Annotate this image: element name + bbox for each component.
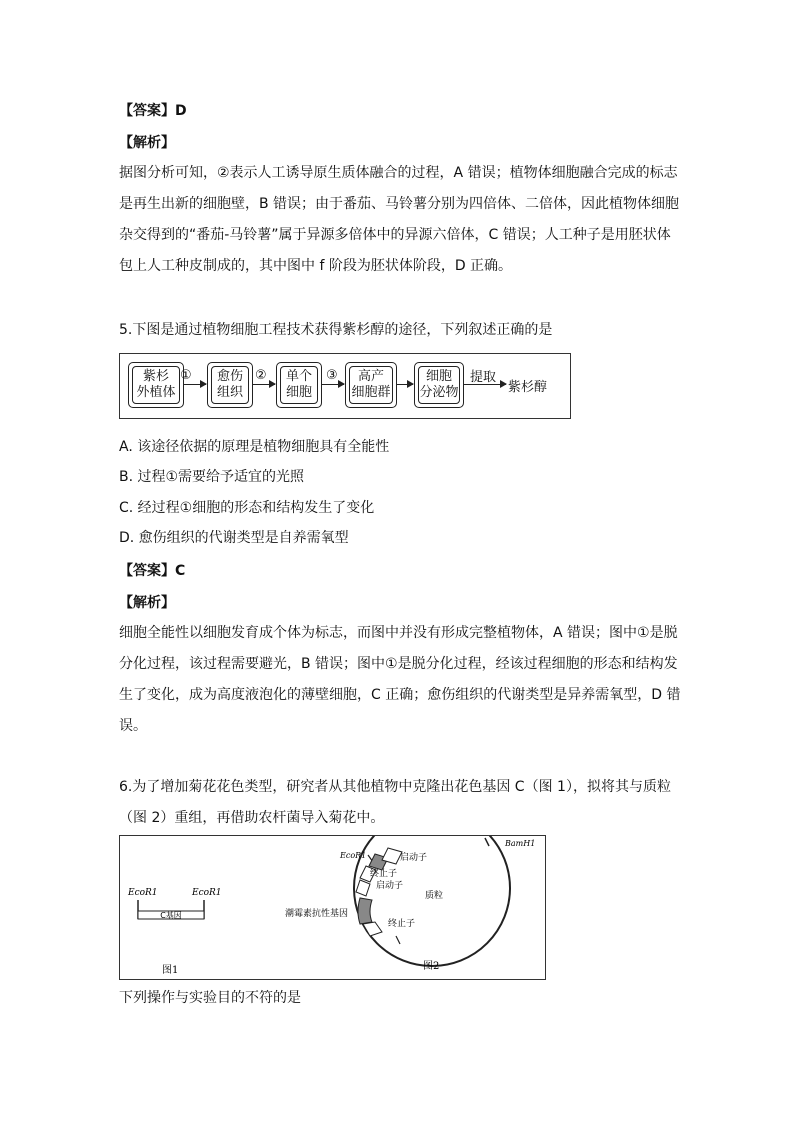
flow-box-text: 细胞: [425, 369, 452, 384]
q5-answer: 【答案】C: [119, 563, 186, 579]
taxol-pathway-diagram: [119, 353, 571, 419]
flow-box-text: 组织: [216, 385, 243, 400]
flow-step-1: ①: [180, 368, 192, 383]
analysis-line: 杂交得到的“番茄-马铃薯”属于异源多倍体中的异源六倍体，C 错误；人工种子是用胚状体: [119, 227, 671, 243]
q5-stem: 5.下图是通过植物细胞工程技术获得紫杉醇的途径，下列叙述正确的是: [119, 322, 553, 338]
q5-analysis-heading: 【解析】: [119, 595, 175, 611]
analysis-line: 包上人工种皮制成的，其中图中 f 阶段为胚状体阶段，D 正确。: [119, 258, 513, 274]
flow-step-3: ③: [326, 368, 338, 383]
plasmid-diagram: [120, 836, 547, 981]
plasmid-figure: [119, 835, 546, 980]
q5-option-a: A. 该途径依据的原理是植物细胞具有全能性: [119, 439, 390, 455]
flow-box-text: 细胞群: [351, 385, 391, 400]
flow-arrow: [184, 384, 206, 385]
flow-extract-label: 提取: [470, 370, 497, 385]
q5-analysis: [119, 618, 681, 742]
fig1-caption: 图1: [162, 965, 179, 976]
resistance-gene-block: [358, 898, 372, 924]
flow-arrow: [322, 384, 344, 385]
q4-analysis-heading: 【解析】: [119, 135, 175, 151]
q5-option-c: C. 经过程①细胞的形态和结构发生了变化: [119, 500, 375, 516]
flow-product: 紫杉醇: [508, 380, 548, 395]
analysis-line: 生了变化，成为高度液泡化的薄壁细胞，C 正确；愈伤组织的代谢类型是异养需氧型，D 错: [119, 687, 681, 703]
flow-box-text: 愈伤: [216, 369, 243, 384]
analysis-line: 是再生出新的细胞壁，B 错误；由于番茄、马铃薯分别为四倍体、二倍体，因此植物体细胞: [119, 196, 680, 212]
analysis-line: 细胞全能性以细胞发育成个体为标志，而图中并没有形成完整植物体，A 错误；图中①是脱: [119, 625, 678, 641]
fig1-ecor1-right: EcoR1: [192, 888, 222, 898]
plasmid-promoter-1: 启动子: [400, 853, 428, 863]
flow-arrow: [253, 384, 275, 385]
fig2-caption: 图2: [423, 961, 440, 972]
q5-option-d: D. 愈伤组织的代谢类型是自养需氧型: [119, 530, 349, 546]
flow-step-2: ②: [255, 368, 267, 383]
flow-box-text: 紫杉: [142, 369, 169, 384]
plasmid-promoter-2: 启动子: [376, 881, 404, 891]
analysis-line: 分化过程，该过程需要避光，B 错误；图中①是脱分化过程，经该过程细胞的形态和结构发: [119, 656, 678, 672]
flow-box-text: 单个: [285, 369, 312, 384]
flow-box-text: 细胞: [285, 385, 312, 400]
plasmid-label: 质粒: [425, 891, 444, 901]
flow-box-text: 高产: [357, 369, 384, 384]
plasmid-resistance-gene: 潮霉素抗性基因: [285, 909, 349, 919]
flow-box-single-cell: [276, 362, 322, 408]
analysis-line: 据图分析可知，②表示人工诱导原生质体融合的过程，A 错误；植物体细胞融合完成的标志: [119, 165, 678, 181]
stem-line: 6.为了增加菊花花色类型，研究者从其他植物中克隆出花色基因 C（图 1），拟将其与质粒: [119, 779, 671, 795]
flow-box-text: 外植体: [136, 385, 176, 400]
flow-arrow: [397, 384, 413, 385]
gene-c-label: C基因: [160, 911, 182, 920]
flow-box-callus: [207, 362, 253, 408]
plasmid-terminator-1: 终止子: [370, 869, 398, 879]
q6-stem: [119, 772, 675, 834]
plasmid-bamh1: BamH1: [505, 839, 536, 848]
q6-question: 下列操作与实验目的不符的是: [119, 990, 301, 1006]
q4-answer: 【答案】D: [119, 103, 187, 119]
flow-box-explant: [128, 362, 184, 408]
flow-box-high-yield-cells: [345, 362, 397, 408]
q4-analysis: [119, 158, 680, 282]
flow-box-secretion: [414, 362, 464, 408]
q5-option-b: B. 过程①需要给予适宜的光照: [119, 469, 305, 485]
analysis-line: 误。: [119, 718, 147, 734]
fig1-ecor1-left: EcoR1: [128, 888, 158, 898]
flow-box-text: 分泌物: [419, 385, 459, 400]
plasmid-terminator-2: 终止子: [388, 919, 416, 929]
plasmid-ecor1: EcoR1: [340, 851, 367, 860]
stem-line: （图 2）重组，再借助农杆菌导入菊花中。: [119, 810, 385, 826]
